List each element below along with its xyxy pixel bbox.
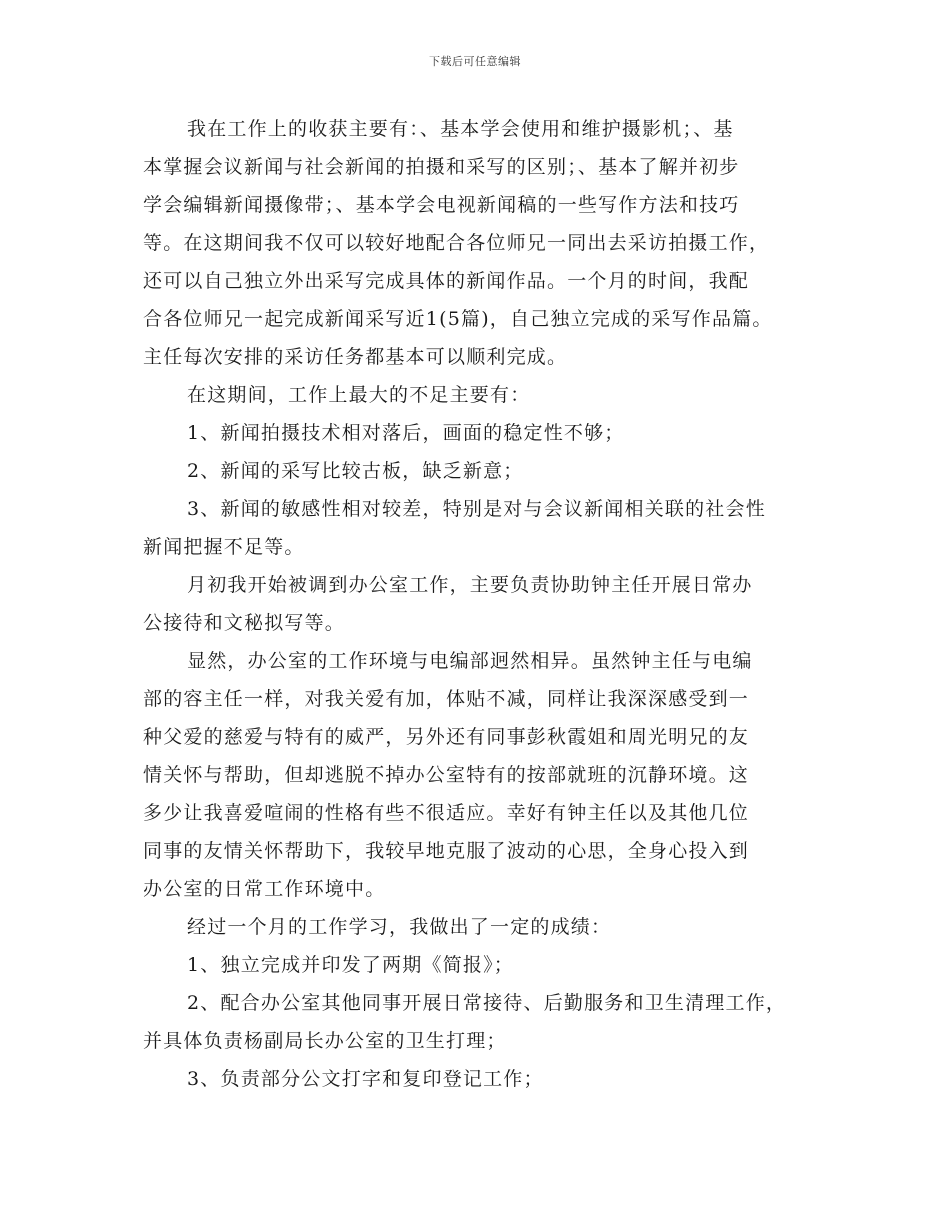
text-line: 公接待和文秘拟写等。: [143, 612, 346, 634]
text-line: 我在工作上的收获主要有：、基本学会使用和维护摄影机；、基: [187, 118, 734, 140]
text-line: 部的容主任一样，对我关爱有加，体贴不减，同样让我深深感受到一: [143, 688, 750, 710]
text-line: 1、新闻拍摄技术相对落后，画面的稳定性不够；: [187, 422, 625, 444]
text-line: 2、配合办公室其他同事开展日常接待、后勤服务和卫生清理工作，: [187, 992, 787, 1014]
text-line: 2、新闻的采写比较古板，缺乏新意；: [187, 460, 524, 482]
text-line: 情关怀与帮助，但却逃脱不掉办公室特有的按部就班的沉静环境。这: [143, 764, 750, 786]
text-line: 合各位师兄一起完成新闻采写近1(5篇)，自己独立完成的采写作品篇。: [143, 308, 773, 330]
text-line: 还可以自己独立外出采写完成具体的新闻作品。一个月的时间，我配: [143, 270, 750, 292]
text-line: 1、独立完成并印发了两期《简报》；: [187, 954, 514, 976]
text-line: 等。在这期间我不仅可以较好地配合各位师兄一同出去采访拍摄工作，: [143, 232, 770, 254]
text-line: 同事的友情关怀帮助下，我较早地克服了波动的心思，全身心投入到: [143, 840, 750, 862]
text-line: 并具体负责杨副局长办公室的卫生打理；: [143, 1030, 507, 1052]
document-body: [143, 110, 813, 1098]
text-line: 显然，办公室的工作环境与电编部迥然相异。虽然钟主任与电编: [187, 650, 753, 672]
page-header-note: 下载后可任意编辑: [429, 55, 521, 68]
text-line: 种父爱的慈爱与特有的威严，另外还有同事彭秋霞姐和周光明兄的友: [143, 726, 750, 748]
text-line: 新闻把握不足等。: [143, 536, 305, 558]
text-line: 在这期间，工作上最大的不足主要有：: [187, 384, 531, 406]
text-line: 3、新闻的敏感性相对较差，特别是对与会议新闻相关联的社会性: [187, 498, 766, 520]
text-line: 经过一个月的工作学习，我做出了一定的成绩：: [187, 916, 612, 938]
text-line: 主任每次安排的采访任务都基本可以顺利完成。: [143, 346, 568, 368]
text-line: 本掌握会议新闻与社会新闻的拍摄和采写的区别；、基本了解并初步: [143, 156, 740, 178]
text-line: 月初我开始被调到办公室工作，主要负责协助钟主任开展日常办: [187, 574, 753, 596]
text-line: 多少让我喜爱喧闹的性格有些不很适应。幸好有钟主任以及其他几位: [143, 802, 750, 824]
text-line: 办公室的日常工作环境中。: [143, 878, 386, 900]
text-line: 3、负责部分公文打字和复印登记工作；: [187, 1068, 544, 1090]
text-line: 学会编辑新闻摄像带；、基本学会电视新闻稿的一些写作方法和技巧: [143, 194, 740, 216]
